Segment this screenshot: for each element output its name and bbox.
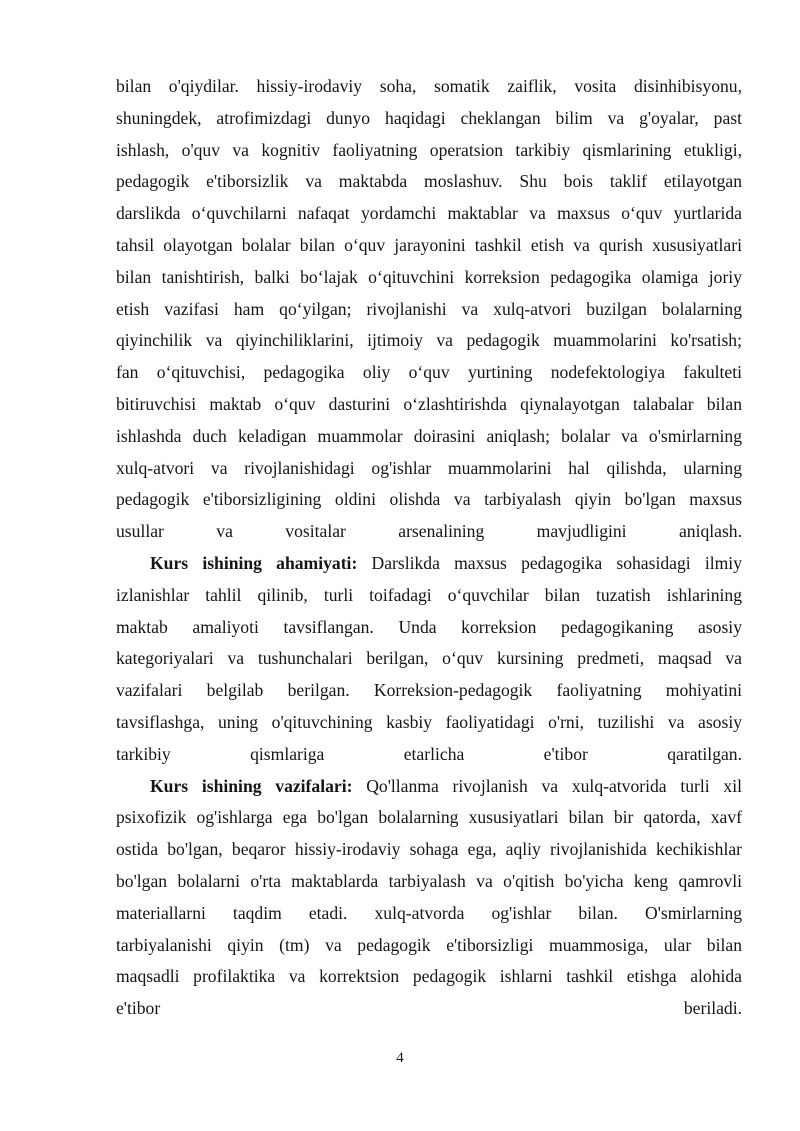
text-fragment: Qo'llanma rivojlanish va xulq-atvorida turli xil	[352, 775, 742, 796]
text-line-with-heading	[116, 548, 742, 580]
text-line: kategoriyalari va tushunchalari berilgan, o‘quv kursining predmeti, maqsad va	[116, 648, 742, 669]
text-line: tarkibiy qismlariga etarlicha e'tibor qaratilgan.	[116, 743, 742, 764]
text-fragment: Darslikda maxsus pedagogika sohasidagi ilmiy	[357, 552, 742, 573]
text-line: tavsiflashga, uning o'qituvchining kasbiy faoliyatidagi o'rni, tuzilishi va asosiy	[116, 711, 742, 732]
text-line: pedagogik e'tiborsizlik va maktabda moslashuv. Shu bois taklif etilayotgan	[116, 171, 742, 192]
text-line: qiyinchilik va qiyinchiliklarini, ijtimoiy va pedagogik muammolarini ko'rsatish;	[116, 330, 742, 351]
text-line: tarbiyalanishi qiyin (tm) va pedagogik e'tiborsizligi muammosiga, ular bilan	[116, 934, 742, 955]
text-line: fan o‘qituvchisi, pedagogika oliy o‘quv yurtining nodefektologiya fakulteti	[116, 362, 742, 383]
text-line-with-heading	[116, 771, 742, 803]
text-line: psixofizik og'ishlarga ega bo'lgan bolalarning xususiyatlari bilan bir qatorda, xavf	[116, 807, 742, 828]
paragraph-intro-continuation	[116, 71, 742, 548]
text-line: ishlash, o'quv va kognitiv faoliyatning operatsion tarkibiy qismlarining etukligi,	[116, 139, 742, 160]
text-line: ishlashda duch keladigan muammolar doirasini aniqlash; bolalar va o'smirlarning	[116, 425, 742, 446]
section-heading-tasks: Kurs ishining vazifalari:	[150, 775, 353, 796]
text-line: etish vazifasi ham qo‘yilgan; rivojlanishi va xulq-atvori buzilgan bolalarning	[116, 298, 742, 319]
text-line: e'tibor beriladi.	[116, 998, 742, 1019]
text-line: materiallarni taqdim etadi. xulq-atvorda og'ishlar bilan. O'smirlarning	[116, 902, 742, 923]
text-line: usullar va vositalar arsenalining mavjudligini aniqlash.	[116, 521, 742, 542]
text-line: maqsadli profilaktika va korrektsion pedagogik ishlarni tashkil etishga alohida	[116, 966, 742, 987]
page-number: 4	[396, 1050, 404, 1066]
paragraph-course-tasks	[116, 771, 742, 1025]
text-line: darslikda o‘quvchilarni nafaqat yordamchi maktablar va maxsus o‘quv yurtlarida	[116, 203, 742, 224]
text-line: shuningdek, atrofimizdagi dunyo haqidagi cheklangan bilim va g'oyalar, past	[116, 107, 742, 128]
text-line: xulq-atvori va rivojlanishidagi og'ishlar muammolarini hal qilishda, ularning	[116, 457, 742, 478]
text-line: tahsil olayotgan bolalar bilan o‘quv jarayonini tashkil etish va qurish xususiyatlari	[116, 234, 742, 255]
body-text	[116, 71, 742, 1025]
text-line: bilan tanishtirish, balki bo‘lajak o‘qituvchini korreksion pedagogika olamiga joriy	[116, 266, 742, 287]
section-heading-significance: Kurs ishining ahamiyati:	[150, 552, 358, 573]
text-line: ostida bo'lgan, beqaror hissiy-irodaviy sohaga ega, aqliy rivojlanishida kechikishlar	[116, 839, 742, 860]
text-line: bo'lgan bolalarni o'rta maktablarda tarbiyalash va o'qitish bo'yicha keng qamrovli	[116, 870, 742, 891]
text-line: maktab amaliyoti tavsiflangan. Unda korreksion pedagogikaning asosiy	[116, 616, 742, 637]
text-line: bitiruvchisi maktab o‘quv dasturini o‘zlashtirishda qiynalayotgan talabalar bilan	[116, 393, 742, 414]
text-line: bilan o'qiydilar. hissiy-irodaviy soha, somatik zaiflik, vosita disinhibisyonu,	[116, 76, 742, 96]
paragraph-course-significance	[116, 548, 742, 771]
text-line: pedagogik e'tiborsizligining oldini olishda va tarbiyalash qiyin bo'lgan maxsus	[116, 489, 742, 510]
text-line: vazifalari belgilab berilgan. Korreksion-pedagogik faoliyatning mohiyatini	[116, 680, 742, 701]
text-line: izlanishlar tahlil qilinib, turli toifadagi o‘quvchilar bilan tuzatish ishlarining	[116, 584, 742, 605]
